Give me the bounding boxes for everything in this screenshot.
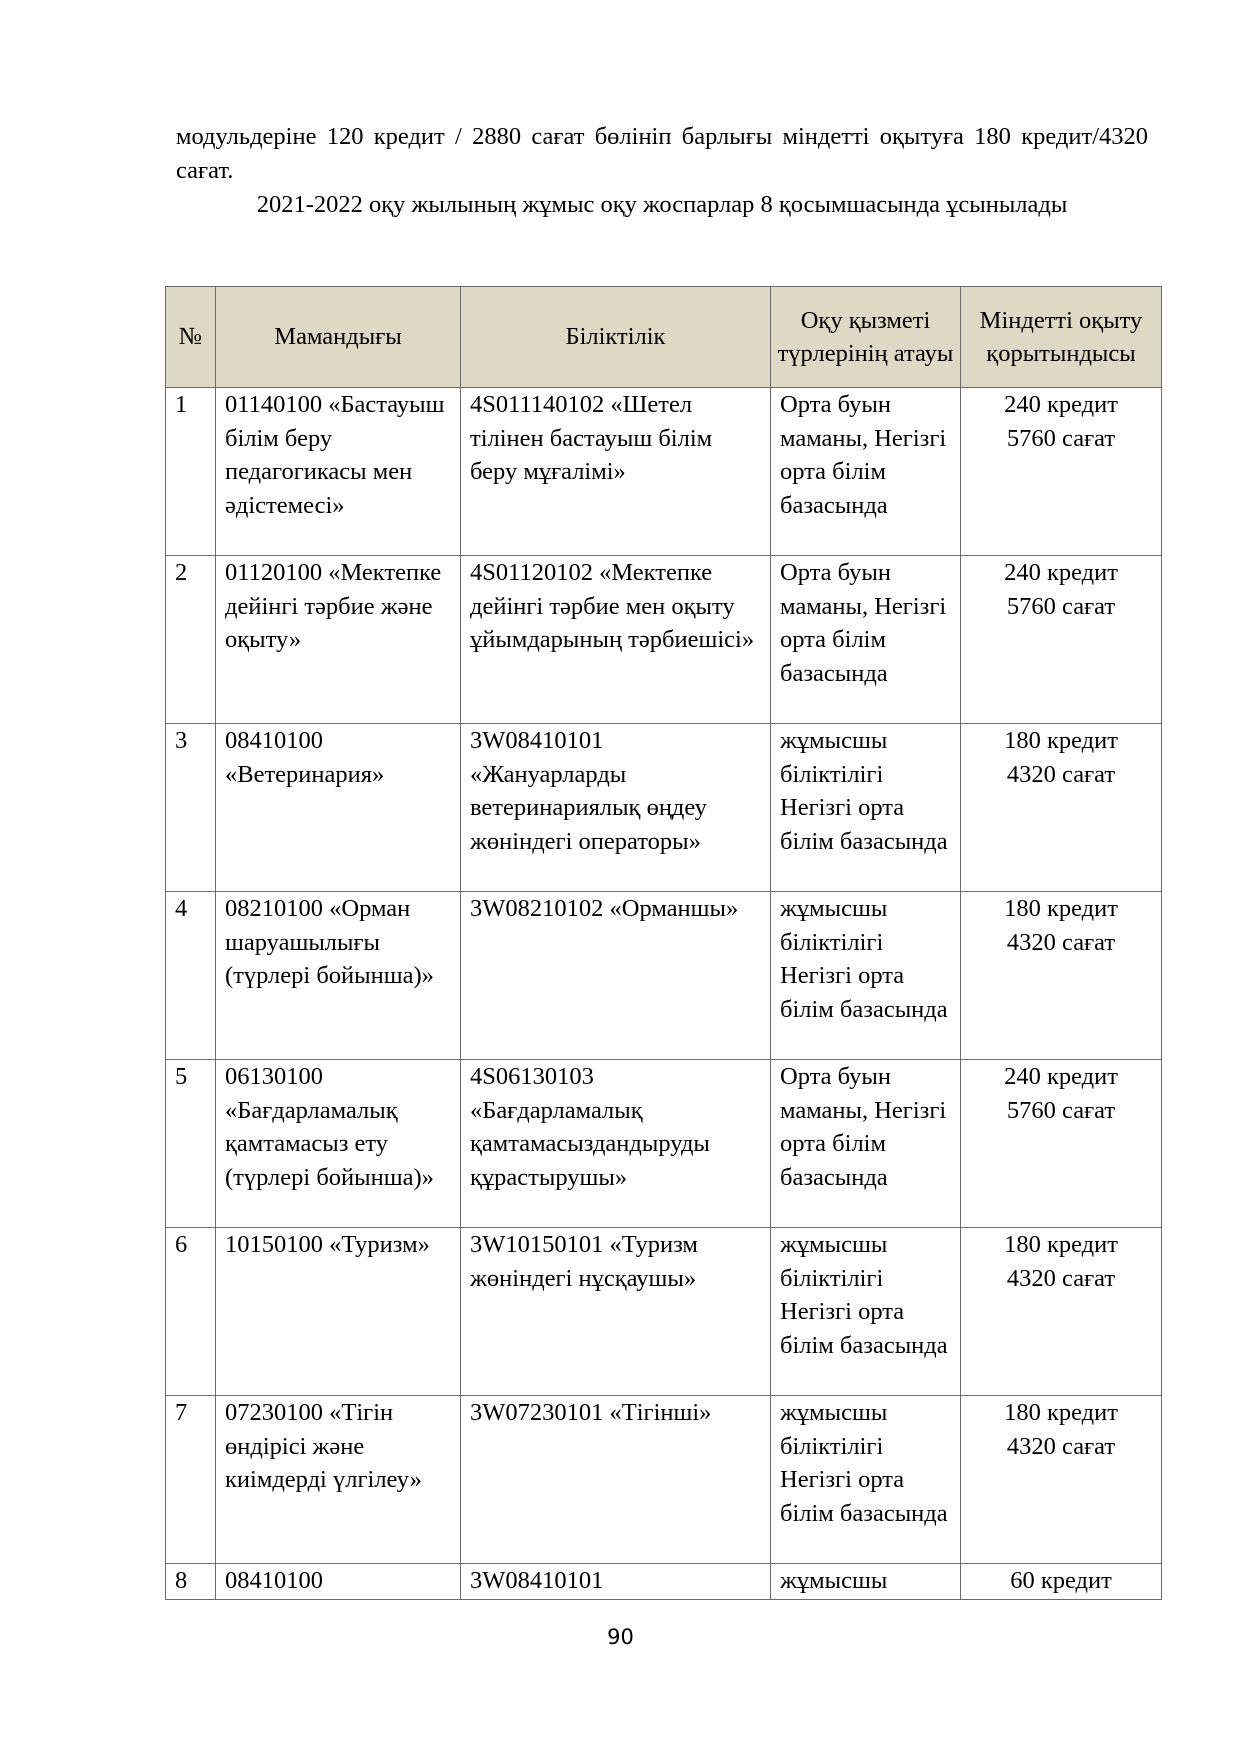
hours-value: 5760 сағат [1006, 424, 1116, 452]
credits-value: 240 кредит [1004, 559, 1118, 586]
qualification-cell: 3W08210102 «Орманшы» [461, 892, 771, 1060]
credits-cell [961, 1564, 1162, 1600]
activity-cell: Орта буын маманы, Негізгі орта білім базасында [771, 556, 961, 724]
specialty-cell: 08210100 «Орман шаруашылығы (түрлері бойынша)» [216, 892, 461, 1060]
header-activity-type: Оқу қызметі түрлерінің атауы [771, 287, 961, 388]
credits-value: 180 кредит [1004, 895, 1118, 922]
qualification-cell: 3W08410101 «Жануарларды ветеринариялық өңдеу жөніндегі операторы» [461, 724, 771, 892]
qualification-cell: 3W08410101 [461, 1564, 771, 1600]
credits-value: 180 кредит [1004, 1399, 1118, 1426]
activity-cell: Орта буын маманы, Негізгі орта білім базасында [771, 1060, 961, 1228]
specialty-cell: 06130100 «Бағдарламалық қамтамасыз ету (түрлері бойынша)» [216, 1060, 461, 1228]
row-number: 3 [166, 724, 216, 892]
hours-value: 5760 сағат [1006, 1096, 1116, 1124]
specialty-cell: 01120100 «Мектепке дейінгі тәрбие және оқыту» [216, 556, 461, 724]
qualification-cell: 4S011140102 «Шетел тілінен бастауыш білім беру мұғалімі» [461, 388, 771, 556]
credits-value: 180 кредит [1004, 1231, 1118, 1258]
page-number: 90 [607, 1625, 634, 1649]
credits-cell [961, 1228, 1162, 1396]
credits-cell [961, 1396, 1162, 1564]
credits-cell [961, 388, 1162, 556]
hours-value: 4320 сағат [1006, 928, 1116, 956]
credits-value: 240 кредит [1004, 391, 1118, 418]
hours-value: 4320 сағат [1006, 1432, 1116, 1460]
table-caption: 2021-2022 оқу жылының жұмыс оқу жоспарлар 8 қосымшасында ұсынылады [256, 191, 1068, 218]
activity-cell: жұмысшы біліктілігі Негізгі орта білім базасында [771, 724, 961, 892]
header-mandatory-result: Міндетті оқыту қорытындысы [961, 287, 1162, 388]
credits-cell [961, 724, 1162, 892]
table-row [166, 1564, 1162, 1600]
credits-cell [961, 556, 1162, 724]
qualification-cell: 3W07230101 «Тігінші» [461, 1396, 771, 1564]
credits-value: 240 кредит [1004, 1063, 1118, 1090]
hours-value: 5760 сағат [1006, 592, 1116, 620]
credits-cell [961, 892, 1162, 1060]
specialty-cell: 01140100 «Бастауыш білім беру педагогикасы мен әдістемесі» [216, 388, 461, 556]
intro-paragraph: модульдеріне 120 кредит / 2880 сағат бөлініп барлығы міндетті оқытуға 180 кредит/4320 сағат. [176, 123, 1148, 184]
specialty-cell: 08410100 «Ветеринария» [216, 724, 461, 892]
activity-cell: Орта буын маманы, Негізгі орта білім базасында [771, 388, 961, 556]
credits-value: 60 кредит [1010, 1567, 1112, 1594]
specialty-cell: 10150100 «Туризм» [216, 1228, 461, 1396]
header-num: № [166, 287, 216, 388]
activity-cell: жұмысшы біліктілігі Негізгі орта білім базасында [771, 1228, 961, 1396]
row-number: 4 [166, 892, 216, 1060]
table-row [166, 1060, 1162, 1228]
row-number: 8 [166, 1564, 216, 1600]
row-number: 2 [166, 556, 216, 724]
curriculum-table [165, 286, 1162, 1600]
table-row [166, 556, 1162, 724]
table-header-row [166, 287, 1162, 388]
qualification-cell: 4S06130103 «Бағдарламалық қамтамасыздандыруды құрастырушы» [461, 1060, 771, 1228]
table-row [166, 388, 1162, 556]
table-row [166, 1228, 1162, 1396]
activity-cell: жұмысшы біліктілігі Негізгі орта білім базасында [771, 1396, 961, 1564]
credits-cell [961, 1060, 1162, 1228]
table-row [166, 724, 1162, 892]
header-qualification: Біліктілік [461, 287, 771, 388]
activity-cell: жұмысшы [771, 1564, 961, 1600]
table-row [166, 892, 1162, 1060]
specialty-cell: 08410100 [216, 1564, 461, 1600]
specialty-cell: 07230100 «Тігін өндірісі және киімдерді үлгілеу» [216, 1396, 461, 1564]
row-number: 1 [166, 388, 216, 556]
activity-cell: жұмысшы біліктілігі Негізгі орта білім базасында [771, 892, 961, 1060]
qualification-cell: 4S01120102 «Мектепке дейінгі тәрбие мен оқыту ұйымдарының тәрбиешісі» [461, 556, 771, 724]
qualification-cell: 3W10150101 «Туризм жөніндегі нұсқаушы» [461, 1228, 771, 1396]
credits-value: 180 кредит [1004, 727, 1118, 754]
hours-value: 4320 сағат [1006, 760, 1116, 788]
hours-value: 4320 сағат [1006, 1264, 1116, 1292]
row-number: 6 [166, 1228, 216, 1396]
table-row [166, 1396, 1162, 1564]
header-specialty: Мамандығы [216, 287, 461, 388]
row-number: 7 [166, 1396, 216, 1564]
row-number: 5 [166, 1060, 216, 1228]
